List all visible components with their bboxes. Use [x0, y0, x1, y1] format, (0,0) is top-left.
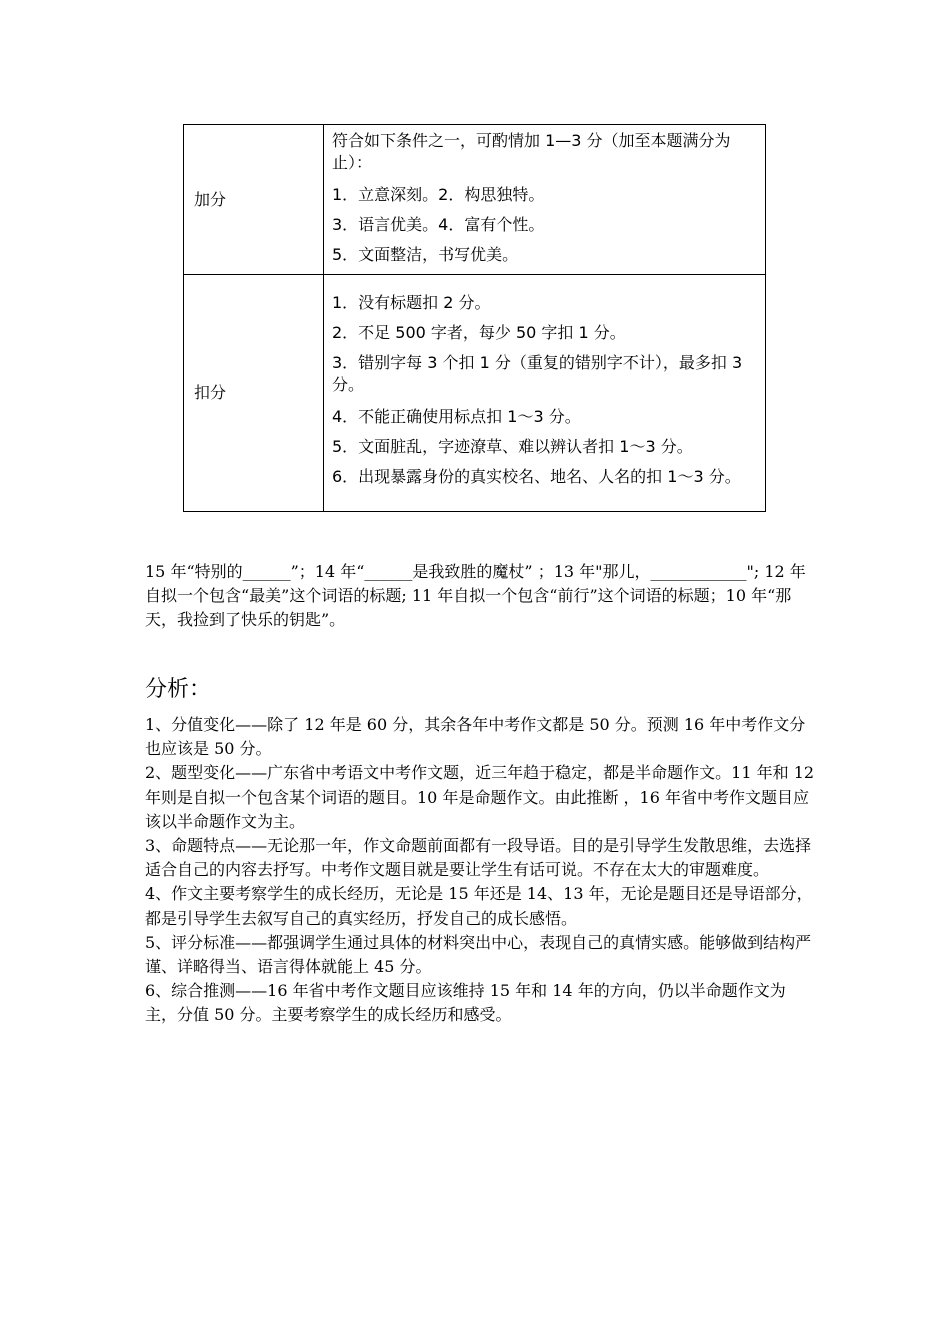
- analysis-item-1: 1、分值变化——除了 12 年是 60 分，其余各年中考作文都是 50 分。预测 16 年中考作文分也应该是 50 分。: [145, 715, 806, 759]
- past-topics-paragraph: 15 年“特别的______”；14 年“______是我致胜的魔杖” ；13 年"那儿，____________"; 12 年自拟一个包含“最美”这个词语的标题; 11 年自拟一个包含“前行”这个词语的标题；10 年“那天，我捡到了快乐的钥匙”。: [145, 562, 806, 629]
- bonus-line-2: 1．立意深刻。2．构思独特。: [332, 184, 545, 204]
- deduction-line-2: 2．不足 500 字者，每少 50 字扣 1 分。: [332, 323, 626, 342]
- analysis-item-6: 6、综合推测——16 年省中考作文题目应该维持 15 年和 14 年的方向，仍以半命题作文为主，分值 50 分。主要考察学生的成长经历和感受。: [145, 981, 786, 1025]
- scoring-table: [183, 124, 766, 512]
- bonus-line-3: 3．语言优美。4．富有个性。: [332, 214, 545, 234]
- deduction-line-6: 6．出现暴露身份的真实校名、地名、人名的扣 1～3 分。: [332, 467, 741, 486]
- table-label-deduction: 扣分: [184, 275, 324, 512]
- table-row-deduction: [184, 275, 766, 512]
- analysis-heading: 分析：: [145, 677, 212, 702]
- deduction-line-5: 5．文面脏乱，字迹潦草、难以辨认者扣 1～3 分。: [332, 437, 693, 456]
- analysis-item-5: 5、评分标准——都强调学生通过具体的材料突出中心，表现自己的真情实感。能够做到结构严谨、详略得当、语言得体就能上 45 分。: [145, 932, 812, 977]
- table-label-bonus: 加分: [184, 125, 324, 275]
- analysis-list: [145, 713, 815, 1028]
- table-content-deduction: [324, 275, 766, 512]
- deduction-line-1: 1．没有标题扣 2 分。: [332, 293, 491, 312]
- table-row-bonus: [184, 125, 766, 275]
- analysis-item-3: 3、命题特点——无论那一年，作文命题前面都有一段导语。目的是引导学生发散思维，去选择适合自己的内容去抒写。中考作文题目就是要让学生有话可说。不存在太大的审题难度。: [145, 836, 812, 880]
- deduction-line-4: 4．不能正确使用标点扣 1～3 分。: [332, 407, 581, 426]
- bonus-line-1: 符合如下条件之一，可酌情加 1—3 分（加至本题满分为止）：: [332, 130, 731, 172]
- table-content-bonus: [324, 125, 766, 275]
- analysis-item-2: 2、题型变化——广东省中考语文中考作文题，近三年趋于稳定，都是半命题作文。11 年和 12 年则是自拟一个包含某个词语的题目。10 年是命题作文。由此推断 ，16 年省中考作文题目应该以半命题作文为主。: [145, 763, 815, 831]
- deduction-line-3: 3．错别字每 3 个扣 1 分（重复的错别字不计），最多扣 3 分。: [332, 353, 743, 394]
- bonus-line-4: 5．文面整洁，书写优美。: [332, 244, 519, 264]
- analysis-item-4: 4、作文主要考察学生的成长经历，无论是 15 年还是 14、13 年，无论是题目还是导语部分，都是引导学生去叙写自己的真实经历，抒发自己的成长感悟。: [145, 884, 813, 928]
